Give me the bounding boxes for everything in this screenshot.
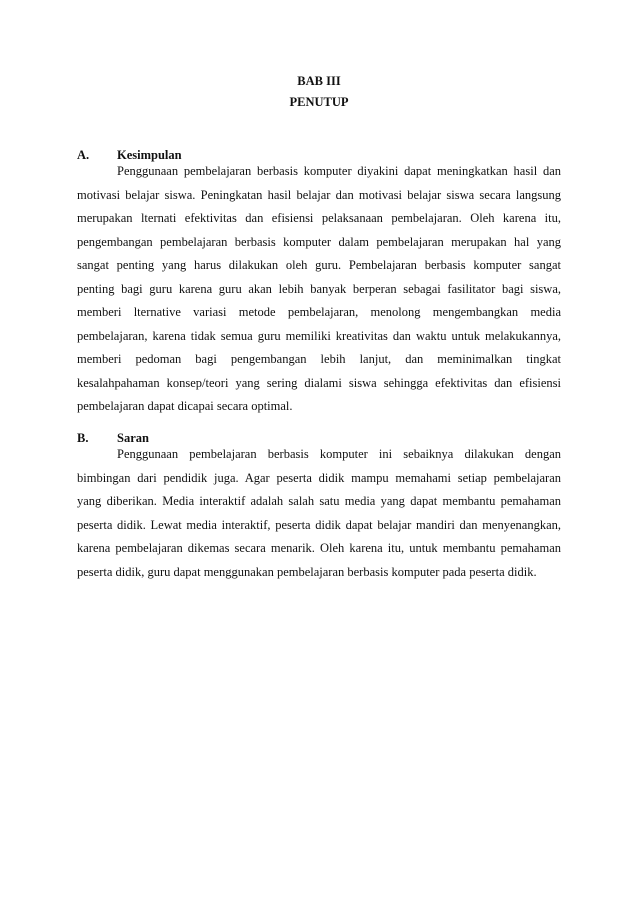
paragraph-line: pembelajaran dapat dicapai secara optimal. [77,399,293,413]
paragraph-line: Penggunaan pembelajaran berbasis komputer diyakini dapat meningkatkan hasil dan [117,164,561,178]
section-title: Kesimpulan [117,148,182,162]
chapter-title [0,95,638,110]
paragraph-line: memberi pedoman bagi pengembangan lebih lanjut, dan meminimalkan tingkat [77,352,561,366]
paragraph-line: pembelajaran, karena tidak semua guru memiliki kreativitas dan waktu untuk melakukannya, [77,328,561,343]
paragraph-line: Penggunaan pembelajaran berbasis komputer ini sebaiknya dilakukan dengan [117,447,561,461]
paragraph-line: peserta didik. Lewat media interaktif, peserta didik dapat belajar mandiri dan menyenangkan, [77,517,561,532]
paragraph-line: sangat penting yang harus dilakukan oleh guru. Pembelajaran berbasis komputer sangat [77,258,561,272]
paragraph-kesimpulan [77,160,561,419]
chapter-number [0,74,638,89]
section-title: Saran [117,431,149,445]
paragraph-line: memberi lternative variasi metode pembelajaran, menolong mengembangkan media [77,305,561,319]
section-letter: B. [77,431,89,445]
paragraph-line: merupakan lternati efektivitas dan efisiensi pelaksanaan pembelajaran. Oleh karena itu, [77,211,561,225]
paragraph-line: karena pembelajaran dikemas secara menarik. Oleh karena itu, untuk membantu pemahaman [77,541,561,555]
paragraph-line: yang diberikan. Media interaktif adalah salah satu media yang dapat membantu pemahaman [77,494,561,508]
paragraph-line: bimbingan dari pendidik juga. Agar peserta didik mampu memahami setiap pembelajaran [77,470,561,485]
paragraph-line: kesalahpahaman konsep/teori yang sering dialami siswa sehingga efektivitas dan efisiensi [77,375,561,390]
paragraph-line: penting bagi guru karena guru akan lebih banyak berperan sebagai fasilitator bagi siswa, [77,281,561,296]
paragraph-line: pengembangan pembelajaran berbasis komputer dalam pembelajaran merupakan hal yang [77,234,561,249]
chapter-title-text: PENUTUP [289,95,349,109]
paragraph-saran [77,443,561,584]
section-letter: A. [77,148,90,162]
chapter-number-text: BAB III [297,74,341,88]
paragraph-line: peserta didik, guru dapat menggunakan pembelajaran berbasis komputer pada peserta didik. [77,564,537,579]
paragraph-line: motivasi belajar siswa. Peningkatan hasil belajar dan motivasi belajar siswa secara langsung [77,187,561,202]
